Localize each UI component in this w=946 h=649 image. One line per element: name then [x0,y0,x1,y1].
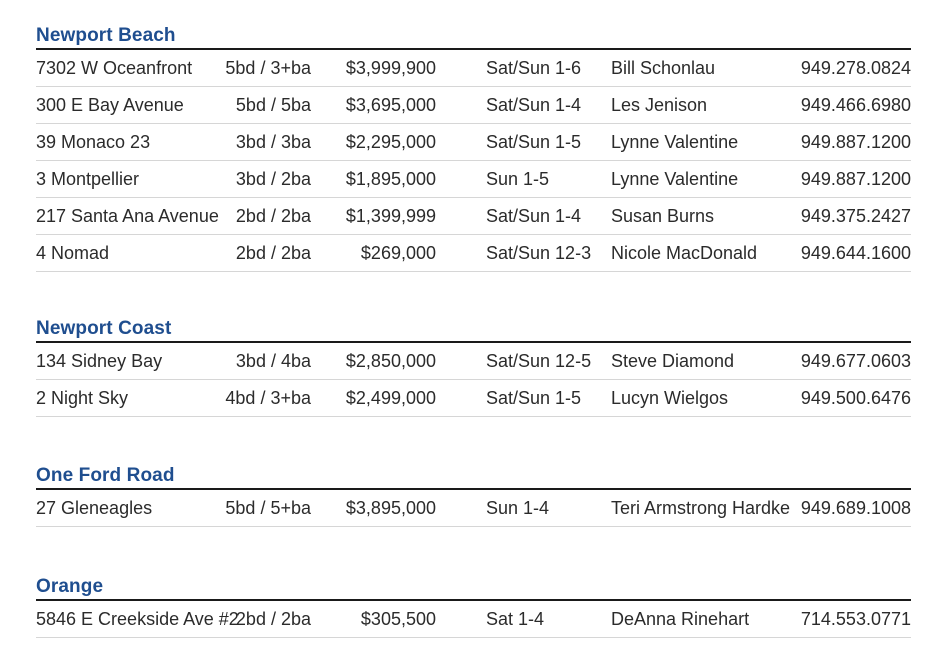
listing-agent: Bill Schonlau [611,58,716,78]
listing-beds-baths: 2bd / 2ba [235,243,311,263]
listing-row [36,50,911,87]
listing-agent: Teri Armstrong Hardke [611,498,791,518]
listing-agent: Susan Burns [611,206,715,226]
listing-row [36,124,911,161]
listing-price: $1,895,000 [345,169,436,189]
listing-open-house: Sat/Sun 1-4 [486,206,582,226]
listing-open-house: Sat/Sun 12-3 [486,243,592,263]
listing-price: $3,695,000 [345,95,436,115]
listing-address: 39 Monaco 23 [36,132,151,152]
section-title: Newport Coast [36,317,911,343]
listing-price: $3,999,900 [345,58,436,78]
listing-phone: 714.553.0771 [800,609,911,629]
section-newport-coast [36,317,911,417]
listing-row [36,490,911,527]
listing-address: 3 Montpellier [36,169,140,189]
listing-beds-baths: 5bd / 3+ba [225,58,311,78]
listing-beds-baths: 5bd / 5ba [235,95,311,115]
listing-beds-baths: 2bd / 2ba [235,206,311,226]
listing-price: $1,399,999 [345,206,436,226]
listing-address: 300 E Bay Avenue [36,95,184,115]
section-title: Orange [36,575,911,601]
listing-agent: Les Jenison [611,95,708,115]
listing-phone: 949.278.0824 [800,58,911,78]
listing-beds-baths: 3bd / 2ba [235,169,311,189]
listing-row [36,601,911,638]
listing-phone: 949.887.1200 [800,169,911,189]
listing-agent: Nicole MacDonald [611,243,758,263]
section-one-ford-road [36,464,911,527]
listing-agent: Lynne Valentine [611,169,739,189]
listing-price: $2,850,000 [345,351,436,371]
listing-beds-baths: 5bd / 5+ba [225,498,311,518]
section-title: Newport Beach [36,24,911,50]
listing-open-house: Sat/Sun 1-5 [486,388,582,408]
listing-agent: DeAnna Rinehart [611,609,750,629]
listing-open-house: Sat/Sun 1-6 [486,58,582,78]
listing-open-house: Sat 1-4 [486,609,545,629]
listing-row [36,235,911,272]
listing-agent: Lynne Valentine [611,132,739,152]
section-newport-beach [36,24,911,272]
listing-open-house: Sat/Sun 1-4 [486,95,582,115]
listing-beds-baths: 2bd / 2ba [235,609,311,629]
listing-phone: 949.375.2427 [800,206,911,226]
listing-price: $269,000 [360,243,436,263]
listing-beds-baths: 4bd / 3+ba [225,388,311,408]
listing-address: 2 Night Sky [36,388,129,408]
listing-row [36,198,911,235]
listing-address: 27 Gleneagles [36,498,153,518]
listing-address: 4 Nomad [36,243,110,263]
listing-phone: 949.500.6476 [800,388,911,408]
section-orange [36,575,911,638]
listing-address: 217 Santa Ana Avenue [36,206,219,226]
listing-address: 134 Sidney Bay [36,351,163,371]
listing-address: 5846 E Creekside Ave #2 [36,609,239,629]
listing-price: $305,500 [360,609,436,629]
listing-beds-baths: 3bd / 4ba [235,351,311,371]
listing-phone: 949.677.0603 [800,351,911,371]
listing-price: $3,895,000 [345,498,436,518]
listing-row [36,161,911,198]
listing-open-house: Sat/Sun 12-5 [486,351,592,371]
listing-phone: 949.887.1200 [800,132,911,152]
listing-open-house: Sun 1-5 [486,169,550,189]
listing-agent: Lucyn Wielgos [611,388,729,408]
listing-address: 7302 W Oceanfront [36,58,193,78]
listing-row [36,87,911,124]
listing-agent: Steve Diamond [611,351,735,371]
listing-open-house: Sun 1-4 [486,498,550,518]
listing-phone: 949.689.1008 [800,498,911,518]
listing-price: $2,499,000 [345,388,436,408]
listing-beds-baths: 3bd / 3ba [235,132,311,152]
listing-price: $2,295,000 [345,132,436,152]
listing-phone: 949.466.6980 [800,95,911,115]
listing-open-house: Sat/Sun 1-5 [486,132,582,152]
listing-phone: 949.644.1600 [800,243,911,263]
listing-row [36,380,911,417]
listing-row [36,343,911,380]
section-title: One Ford Road [36,464,911,490]
